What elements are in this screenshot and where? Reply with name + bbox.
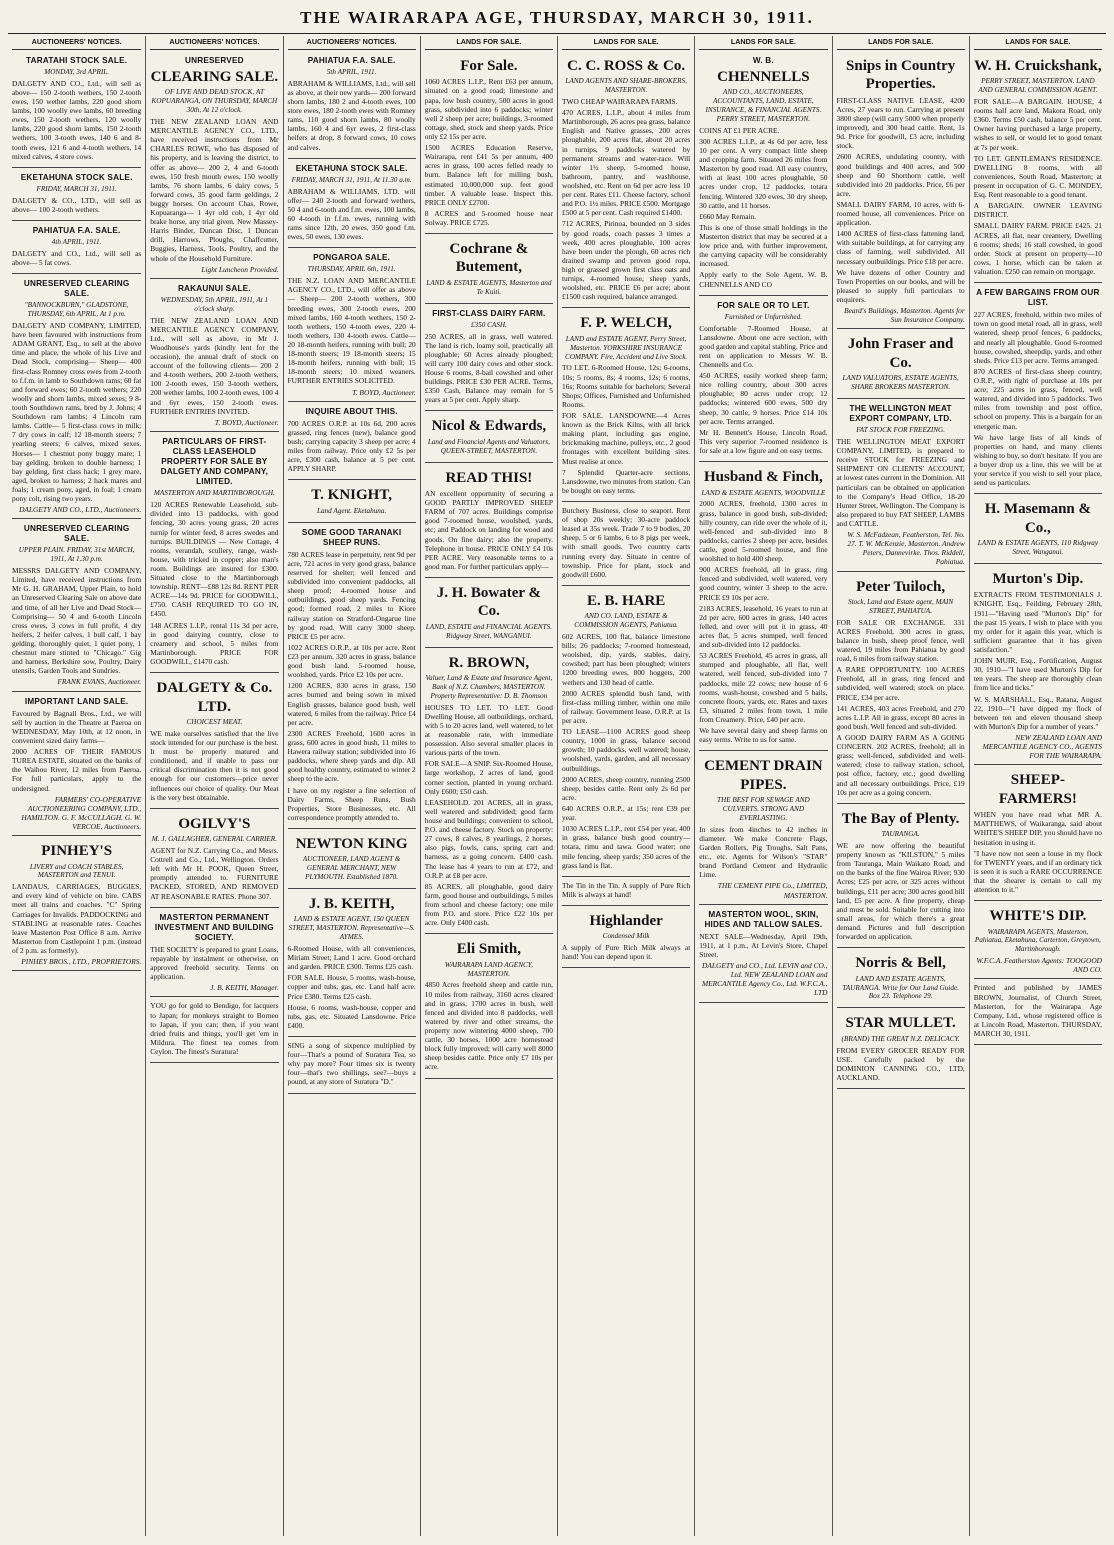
ad-paragraph: Mr H. Bennett's House, Lincoln Road. This very superior 7-roomed residence is for sale at a low figure and on easy terms.	[699, 427, 828, 456]
advertisement	[12, 53, 141, 168]
ad-headline: Highlander	[589, 912, 663, 929]
ad-subtitle: OF LIVE AND DEAD STOCK, AT KOPUARANGA, ON THURSDAY, MARCH 30th, At 12 o'clock.	[151, 88, 278, 115]
ad-title: FOR SALE OR TO LET.	[717, 300, 810, 310]
advertisement	[837, 1010, 965, 1089]
ad-paragraph: 640 ACRES O.R.P., at 15s; rent £39 per year.	[562, 803, 691, 823]
ad-signature: FRANK EVANS, Auctioneer.	[57, 677, 142, 687]
ad-paragraph: Comfortable 7-Roomed House, at Lansdowne. About one acre section, with good garden and capital stabling. Price and rent on application to Messrs W. B. Chennells and Co.	[699, 323, 828, 370]
advertisement	[288, 891, 416, 1037]
ad-paragraph: FROM EVERY GROCER READY FOR USE. Carefully packed by the DOMINION CANNING CO., LTD, AUCKLAND.	[836, 1045, 965, 1082]
ad-headline: STAR MULLET.	[845, 1015, 956, 1032]
ad-paragraph: 1200 ACRES, 830 acres in grass, 150 acres burned and being sown in mixed English grasses, balance good bush, well watered, 6 miles from the railway. Price £4 per acre.	[287, 681, 416, 727]
ad-subtitle: WAIRARAPA LAND AGENCY, MASTERTON.	[444, 960, 533, 978]
ad-subtitle: LAND & ESTATE AGENTS, Masterton and Te Kuiti.	[426, 278, 552, 296]
ad-paragraph: A GOOD DAIRY FARM AS A GOING CONCERN. 202 ACRES, freehold; all in grass; well-fenced, subdivided and well-watered; close to railway station, school, post office, factory, etc.; good dwelling and all necessary outbuildings. Price, £19 10s per acre as a going concern.	[836, 732, 965, 797]
advertisement	[12, 838, 141, 971]
ad-paragraph: 8 ACRES and 5-roomed house near Solway. PRICE £725.	[424, 208, 553, 227]
ad-signature: T. BOYD, Auctioneer.	[352, 387, 416, 397]
advertisement	[699, 298, 827, 462]
ad-paragraph: WE are now offering the beautiful property known as "KILSTON," 5 miles from Tauranga, Main Waikato Road, and on the banks of the fine Wairoa River; 930 Acres; £25 per acre, or 325 acres without buildings, £11 per acre; 300 acres good hill land, £5 per acre. A fine property, cheap and must be sold. Suitable for cutting into small areas, for which there's a great demand. Pictures and full description forwarded on application.	[836, 841, 965, 942]
ad-paragraph: 2600 ACRES, undulating country, with good buildings and 400 acres, and 500 sheep and 60 Shorthorn cattle, well subdivided into 20 paddocks. Price, £6 per acre.	[836, 152, 965, 198]
ad-paragraph: 148 ACRES L.I.P., rental 11s 3d per acre, in good dairying country, close to creamery and school, 5 miles from Martinborough. PRICE FOR GOODWILL, £1470 cash.	[150, 620, 279, 667]
ad-headline: Norris & Bell,	[855, 955, 946, 972]
advertisement	[837, 806, 965, 949]
masthead: THE WAIRARAPA AGE, THURSDAY, MARCH 30, 1911.	[300, 8, 814, 27]
advertisement	[837, 574, 965, 804]
advertisement	[425, 236, 553, 304]
ad-paragraph: 1060 ACRES L.I.P., Rent £63 per annum, situated on a good road; limestone and papa, low bush country, 500 acres in good grass, subdivided into 6 paddocks; winter well 2 sheep per acre; buildings, 3-roomed cottage, shed, stock and sheep yards. Price only £2 15s per acre.	[424, 77, 553, 141]
ad-paragraph: LANDAUS, CARRIAGES, BUGGIES, and every kind of vehicle on hire. CABS meet all trains and coaches. "C" Spring Carriages for Invalids. PADDOCKING and STABLING at reasonable rates. Coaches leave Masterton Post Office 8 a.m. Arrive Masterton from Castlepoint 1 p.m. (instead of 2 p.m. as formerly).	[12, 882, 142, 955]
ad-subtitle: Valuer, Land & Estate and Insurance Agent, Bank of N.Z. Chambers, MASTERTON. Property Representative: D. B. Thomson	[425, 674, 553, 700]
ad-title: PAHIATUA F.A. SALE.	[307, 55, 396, 65]
ad-paragraph: 1022 ACRES O.R.P., at 10s per acre. Rent £23 per annum. 320 acres in grass, balance good bush land. 5-roomed house, woolshed, yards. Price £2 10s per acre.	[287, 642, 416, 680]
ad-paragraph: FOR SALE OR EXCHANGE. 331 ACRES Freehold, 300 acres in grass, balance in bush, sheep proof fence, well watered, 19 miles from Pahiatua by good road, 6 miles from railway station.	[836, 617, 965, 664]
ad-title: INQUIRE ABOUT THIS.	[305, 406, 398, 416]
ad-paragraph: 6-Roomed House, with all conveniences, Miriam Street; Land 1 acre. Good orchard and garden. PRICE £300. Terms £25 cash.	[287, 944, 416, 972]
ad-paragraph: "I have now not seen a louse in my flock for TWENTY years, and if an ordinary tick is seen it is such a RARE OCCURRENCE that the shearer is certain to call my attention to it."	[973, 848, 1102, 895]
ad-subtitle: £350 CASH.	[470, 320, 507, 329]
ad-paragraph: FIRST-CLASS NATIVE LEASE, 4200 Acres, 27 years to run. Carrying at present 3800 sheep (will carry 5000 when properly improved), and 300 head cattle. Rent, 1s 9d. Price for goodwill, £3 acre, including stock.	[836, 95, 965, 151]
ad-paragraph: £660 May Remain.	[699, 211, 757, 221]
ad-signature: Beard's Buildings, Masterton. Agents for Sun Insurance Company.	[844, 306, 965, 325]
ad-headline: C. C. ROSS & Co.	[567, 57, 686, 74]
ad-paragraph: WE make ourselves satisfied that the live stock intended for our purchase is the best. It must be properly matured and conditioned, and if unable to pass our critical discrimination then it is not good enough for our customers—price never influences our choice of quality. Our Meat is the very best obtainable.	[150, 728, 279, 802]
ad-subtitle: WEDNESDAY, 5th APRIL, 1911, At 1 o'clock sharp.	[160, 295, 269, 313]
ad-paragraph: 141 ACRES, 403 acres Freehold, and 270 acres L.I.P. All in grass, except 80 acres in good bush. Well fenced and sub-divided.	[836, 703, 965, 731]
advertisement	[837, 331, 965, 399]
ad-paragraph: WHEN you have read what MR A. MATTHEWS, of Waikaranga, said about WHITE'S SHEEP DIP, you should have no hesitation in using it.	[973, 810, 1102, 847]
ad-signature: DALGETY and CO., Ltd. LEVIN and CO., Ltd. NEW ZEALAND LOAN and MERCANTILE Agency Co., Ltd. W.F.C.A., LTD	[701, 961, 828, 998]
ad-headline: Eli Smith,	[456, 941, 521, 958]
ad-paragraph: 450 ACRES, easily worked sheep farm; nice rolling country, about 300 acres ploughable; 80 acres under crop; 12 paddocks; wintered 600 ewes, 500 dry sheep, 30 cattle, 9 horses. Price £14 10s per acre. Terms arranged.	[699, 371, 828, 426]
ad-subtitle: Stock, Land and Estate agent, MAIN STREET, PAHIATUA.	[848, 597, 954, 615]
advertisement	[425, 650, 553, 935]
ad-headline: DALGETY & Co. LTD.	[156, 680, 273, 715]
ad-headline: Murton's Dip.	[992, 570, 1084, 587]
ad-paragraph: 2000 ACRES, freehold, 1300 acres in grass, balance in good bush, sub-divided; hilly country, can ride over the whole of it, well-fenced and sub-divided into 8 paddocks, carries 2 sheep per acre, besides cattle, good 5-roomed house, and fine woolshed to hold 400 sheep.	[699, 499, 828, 564]
ad-headline: NEWTON KING	[295, 835, 408, 852]
ad-paragraph: We have dozens of other Country and Town Properties on our books, and will be pleased to supply full particulars to enquirers.	[836, 267, 965, 305]
advertisement	[837, 950, 965, 1008]
ad-paragraph: We have several dairy and sheep farms on easy terms. Write to us for same.	[699, 726, 828, 745]
ad-subtitle: Land Agent. Eketahuna.	[316, 506, 387, 515]
column-1	[8, 36, 145, 1536]
ad-headline: Peter Tuiloch,	[856, 578, 946, 595]
ad-paragraph: We have large lists of all kinds of properties on hand, and many clients wishing to buy, so don't hesitate. If you are a buyer drop us a line, this we will be at your service if you wish to sell your place, send us particulars.	[973, 432, 1102, 488]
ad-paragraph: A BARGAIN. OWNER LEAVING DISTRICT.	[973, 201, 1102, 220]
ad-paragraph: Favoured by Bagnall Bros., Ltd., we will sell by auction in the Theatre at Paeroa on WEDNESDAY, May 10th, at 12 noon, in convenient sized dairy farms—	[12, 708, 142, 745]
ad-paragraph: Printed and published by JAMES BROWN, Journalist, of Church Street, Masterton, for the Wairarapa Age Company, Ltd., whose registered office is at Lincoln Road, Masterton. THURSDAY, MARCH 30, 1911.	[973, 983, 1102, 1038]
ad-paragraph: 2300 ACRES Freehold, 1600 acres in grass, 600 acres in good bush, 11 miles to Hawera railway station; subdivided into 16 paddocks, where sheep yards and dip. All good healthy country, estimated to winter 2 sheep to the acre.	[287, 728, 416, 784]
ad-subtitle: 5th APRIL, 1911.	[326, 67, 377, 76]
advertisement	[12, 521, 141, 691]
ad-subtitle: LIVERY and COACH STABLES, MASTERTON and TENUI.	[29, 862, 124, 880]
ad-paragraph: THE NEW ZEALAND LOAN AND MERCANTILE AGENCY CO., LTD., have received instructions from Mr CHARLES ROWE, who has disposed of his property, and is leaving the district, to offer as above— 200 2, 4 and 6-tooth ewes, 150 fresh mouth ewes, 150 woolly lambs, 76 shorn lambs, 6 dairy cows, 5 forward cows, 35 good farm geldings, 2 buggy horses. On account Chas. Rowe, Kopuaranga— 1 4yr old cob, 1 4yr old brake horse, any trial given. New Massey-Harris Binder, Duncan Disc, 1 Duncan drill, Harrows, Ploughs, Chaffcutter, Buggies, Harness, Tools, Poultry, and the whole of the Household Furniture.	[150, 116, 279, 263]
advertisement	[288, 250, 416, 401]
advertisement	[150, 999, 278, 1063]
ad-paragraph: 227 ACRES, freehold, within two miles of town on good metal road, all in grass, well watered, sheep proof fences, 6 paddocks, and nearly all ploughable. Good 6-roomed house, cowshed, sheepdip, yards, and other sheds. Price £13 per acre. Terms arranged.	[973, 310, 1102, 365]
column-8	[969, 36, 1106, 1536]
ad-paragraph: 7 Splendid Quarter-acre sections, Lansdowne, two minutes from station. Can be bought on easy terms.	[562, 467, 691, 495]
ad-paragraph: ABRAHAM & WILLIAMS, Ltd., will sell as above, at their new yards— 200 forward shorn lambs, 180 2 and 4-tooth ewes, 100 store ewes, 180 2-tooth ewes with Romney rams, 110 good shorn lambs, 80 woolly lambs, 160 4 and 6yr ewes, 2 first-class heifers at drop, 8 forward cows, 10 cows and calves.	[287, 78, 416, 152]
ad-paragraph: FOR SALE. House, 5 rooms, wash-house, copper and tubs, gas, etc. Land half acre. Price £380. Terms £25 cash.	[287, 973, 416, 1001]
ad-paragraph: W. S. MARSHALL, Esq., Ratana, August 22, 1910—"I have dipped my flock of between ten and eleven thousand sheep with Murton's Dip for a number of years."	[973, 694, 1102, 731]
ad-paragraph: TO LET. GENTLEMAN'S RESIDENCE. DWELLING 8 rooms, with all conveniences, South Road, Masterton; at present in occupation of G. C. MONDEY, Esq. Rent reasonable to a good tenant.	[973, 153, 1102, 200]
ad-paragraph: 4850 Acres freehold sheep and cattle run, 10 miles from railway, 3160 acres cleared and in grass, 1700 acres in bush, well fenced and divided into 8 paddocks, well watered by river and other streams, the property now wintering 4000 sheep, 700 cattle, 30 horses, 1000 acre homestead block fully improved; will carry well 8000 sheep besides cattle. Price only £7 10s per acre.	[424, 980, 553, 1072]
ad-paragraph: ABRAHAM & WILLIAMS, LTD. will offer— 240 2-tooth and forward wethers, 50 4 and 6-tooth and f.m. ewes, 100 lambs, 60 4-tooth in f.f.m. ewes, running with rams since 12th, 20 ewes, 350 good f.m. ewes, 50 ewes, 130 ewes.	[287, 186, 416, 242]
ad-headline: WHITE'S DIP.	[989, 908, 1087, 925]
ad-headline: CHENNELLS	[717, 68, 810, 85]
ad-paragraph: 1400 ACRES of first-class fattening land, with suitable buildings, at for carrying any class of farming, well subdivided. All necessary outbuildings. Price £18 per acre.	[836, 229, 965, 266]
ad-subtitle: PERRY STREET, MASTERTON. LAND AND GENERAL COMMISSION AGENT.	[978, 77, 1098, 95]
ad-paragraph: TO LEASE—1100 ACRES good sheep country, 1000 in grass, balance second growth; 10 paddocks, well watered; house, woolshed, yards, garden, and all necessary outbuildings.	[562, 727, 691, 773]
ad-subtitle: FRIDAY, MARCH 31, 1911, At 11.30 a.m.	[291, 175, 412, 184]
ad-paragraph: JOHN MUIR, Esq., Fortification, August 30, 1910—"I have used Murton's Dip for ten years. The sheep are thoroughly clean from lice and ticks."	[973, 656, 1102, 693]
advertisement	[150, 53, 278, 279]
ad-title: MASTERTON WOOL, SKIN, HIDES AND TALLOW SALES.	[704, 909, 823, 929]
column-heading: LANDS FOR SALE.	[425, 38, 553, 50]
ad-paragraph: NEXT SALE—Wednesday, April 19th, 1911, at 1 p.m., At Levin's Store, Chapel Street.	[699, 931, 828, 959]
ad-headline: For Sale.	[460, 57, 518, 74]
column-heading: AUCTIONEERS' NOTICES.	[12, 38, 141, 50]
ad-paragraph: THE WELLINGTON MEAT EXPORT COMPANY, LIMITED, is prepared to receive STOCK for FREEZING and SHIPMENT ON CLIENTS' ACCOUNT, at lowest rates current in the Dominion. All particulars can be obtained on application to the Company's Head Office, 18-20 Hunter Street, Wellington. The Company is also prepared to buy FAT SHEEP, LAMBS and CATTLE.	[836, 436, 965, 528]
ad-paragraph: SMALL DAIRY FARM. PRICE £425. 21 ACRES, all flat, near creamery, Dwelling 6 rooms; sheds; 16 stall cowshed, in good order. Stock at present on property—10 cows, 1 horse, which can be taken at valuation. £250 can remain on mortgage.	[973, 221, 1102, 276]
ad-subtitle: THURSDAY, APRIL 6th, 1911.	[307, 265, 396, 274]
advertisement	[562, 588, 690, 877]
ad-signature: Light Luncheon Provided.	[201, 264, 279, 274]
ad-paragraph: 120 ACRES Renewable Leasehold, sub-divided into 13 paddocks, with good fencing, 30 acres young grass, 20 acres turnip for winter feed, 8 acres swedes and turnips. BUILDINGS — New Cottage, 4 rooms, verandah, scullery, range, wash-house, with tricked in copper; also man's room. Buildings are insured for £300. Situated close to the Martinborough township. RENT—£88 12s 8d. RENT PER ACRE—14s 9d. PRICE for GOODWILL, £750. CASH REQUIRED TO GO IN, £450.	[150, 500, 279, 619]
advertisement	[974, 496, 1102, 564]
advertisement	[562, 879, 690, 906]
ad-headline: R. BROWN,	[448, 654, 530, 671]
advertisement	[974, 53, 1102, 283]
ad-subtitle: TAURANGA.	[881, 830, 920, 839]
ad-subtitle: AUCTIONEER, LAND AGENT & GENERAL MERCHANT, NEW PLYMOUTH. Established 1870.	[302, 855, 401, 882]
ad-subtitle: FRIDAY, MARCH 31, 1911.	[36, 184, 117, 193]
ad-paragraph: House, 6 rooms, wash-house, copper and tubs, gas, etc. Situated Lansdowne. Price £400.	[287, 1002, 416, 1030]
ad-paragraph: 1500 ACRES Education Reserve, Wairarapa, rent £41 5s per annum, 400 acres in grass, 100 acres felled ready to burn. Balance left for milling bush, estimated 10,000,000 sup. feet good timber. A valuable lease. Inspect this. PRICE ONLY £2700.	[424, 143, 553, 207]
ad-title: EKETAHUNA STOCK SALE.	[20, 172, 133, 182]
advertisement	[562, 53, 690, 309]
ad-paragraph: 85 ACRES, all ploughable, good dairy farm, good house and outbuildings, 5 miles from school and cheese factory; one mile from P.O. and store. Price £22 10s per acre. Only £400 cash.	[424, 881, 553, 928]
advertisement	[12, 276, 141, 519]
ad-signature: W. S. McFadzean, Featherston, Tel. No. 27. T. W. McKenzie, Masterton. Andrew Peters, Dannevirke. Thos. Riddell, Pahiatua.	[847, 530, 965, 567]
ad-headline: SHEEP-FARMERS!	[998, 772, 1077, 807]
ad-paragraph: THE N.Z. LOAN AND MERCANTILE AGENCY CO., LTD., will offer as above— Sheep— 200 2-tooth wethers, 300 breeding ewes, 300 2-tooth ewes, 200 mixed lambs, 160 4-tooth wethers, 150 2-tooth wethers, 150 4-tooth ewes, 220 4-tooth wethers, 130 4-tooth ewes. Cattle— 20 18-month heifers, running with bull; 20 18-month steers; 19 18-month steers; 15 18-month heifers, running with bull; 15 18-month steers; 10 mixed weaners. FURTHER ENTRIES SOLICITED.	[287, 276, 416, 386]
masthead-rule	[8, 33, 1106, 34]
ad-title: FIRST-CLASS DAIRY FARM.	[432, 308, 546, 318]
ad-subtitle: LAND and ESTATE AGENT, Perry Street, Masterton. YORKSHIRE INSURANCE COMPANY. Fire, Accident and Live Stock.	[565, 334, 688, 361]
ad-paragraph: FOR SALE. LANSDOWNE—4 Acres known as the Brick Kilns, with all brick making plant, including gas engine, brickmaking machine, pulleys, etc., 2 good frontages with excellent building sites. Must realise at once.	[562, 410, 691, 466]
ad-paragraph: 602 ACRES, 100 flat, balance limestone hills; 26 paddocks; 7-roomed homestead, woolshed, dip, yards, stables, dairy, cowshed; part has been ploughed; winters 1200 breeding ewes, 800 hoggets, 200 wethers and 130 head of cattle.	[562, 632, 691, 687]
advertisement	[699, 907, 827, 1003]
advertisement	[974, 903, 1102, 979]
ad-headline: Nicol & Edwards,	[431, 418, 547, 435]
ad-subtitle: UPPER PLAIN. FRIDAY, 31st MARCH, 1911, At 1.30 p.m.	[18, 546, 135, 564]
ad-subtitle: THE BEST FOR SEWAGE AND CULVERTS. STRONG AND EVERLASTING.	[717, 796, 810, 822]
advertisement	[288, 161, 416, 249]
ad-paragraph: MESSRS DALGETY AND COMPANY, Limited, have received instructions from Mr G. H. GRAHAM, Upper Plain, to hold an Unreserved Clearing Sale on above date and time, of all her Live and Dead Stock— Comprising— 50 4 and 6-tooth Lincoln cross ewes, 3 cows in full profit, 4 dry heifers, 2 heifer calves, 1 bull calf, 1 bay gelding, thoroughly quiet, 1 quiet pony, 1 chestnut mare stinted to "Chicago." Gig and harness, Berkshire sow, Poultry, Dairy utensils, Garden Tools and Sundries.	[12, 566, 142, 676]
ad-signature: T. BOYD, Auctioneer.	[214, 417, 279, 427]
ad-title: IMPORTANT LAND SALE.	[24, 696, 129, 706]
column-heading: LANDS FOR SALE.	[562, 38, 690, 50]
advertisement	[562, 504, 690, 586]
ad-title: PONGAROA SALE.	[313, 253, 391, 263]
advertisement	[425, 465, 553, 578]
advertisement	[288, 831, 416, 889]
ad-paragraph: 870 ACRES of first-class sheep country, O.R.P., with right of purchase at 10s per acre; 225 acres in grass, fenced, well watered, and divided into 5 paddocks. Two miles from township and post office, school on property. This is a bargain for an energetic man.	[973, 366, 1102, 431]
ad-headline: J. B. KEITH,	[308, 896, 395, 912]
ad-subtitle: CHOICEST MEAT.	[186, 718, 243, 727]
ad-subtitle: "BANNOCKBURN," GLADSTONE, THURSDAY, 6th APRIL, At 1 p.m.	[24, 301, 129, 319]
ad-paragraph: FOR SALE—A BARGAIN. HOUSE, 4 rooms half acre land, Makora Road, only £360. Terms £50 cash, balance 5 per cent. Owner having purchased a large property, wishes to sell, or would let to good tenant at 7s per week.	[973, 97, 1102, 152]
ad-title: UNRESERVED	[185, 55, 244, 65]
ad-headline: Snips in Country Properties.	[846, 57, 956, 93]
ad-headline: Cochrane & Butement,	[449, 241, 529, 276]
ad-signature: PINHEY BROS., LTD., PROPRIETORS.	[21, 957, 142, 967]
ad-paragraph: 300 ACRES L.I.P., at 4s 6d per acre, less 10 per cent. A very compact little sheep and cropping farm. Situated 26 miles from Masterton by good road. All easy country, with at least 100 acres ploughable, 50 acres under crop, 12 paddocks, totara fencing. Wintered 320 ewes, 30 dry sheep, 30 cattle, and 11 horses.	[699, 136, 828, 210]
ad-paragraph: I have on my register a fine selection of Dairy Farms, Sheep Runs, Bush Properties, Store Businesses, etc. All correspondence promptly attended to.	[287, 785, 416, 822]
ad-headline: CEMENT DRAIN PIPES.	[704, 758, 823, 793]
column-heading: AUCTIONEERS' NOTICES.	[150, 38, 278, 50]
ad-paragraph: EXTRACTS FROM TESTIMONIALS J. KNIGHT, Esq., Feilding, February 28th, 1911—"Having used "Murton's Dip" for the past 15 years, I wish to place with you my order for it again this year, which is sufficient guarantee that it has given satisfaction."	[973, 590, 1102, 655]
ad-paragraph: In sizes from 4inches to 42 inches in diameter. We make Concrete Flags, Garden Rollers, Pig Troughs, Salt Pans, etc., etc. Agents for Wilson's "STAR" brand Portland Cement and Hydraulic Lime.	[699, 824, 828, 880]
ad-subtitle: MONDAY, 3rd APRIL.	[44, 67, 110, 76]
column-heading: LANDS FOR SALE.	[837, 38, 965, 50]
ad-title: MASTERTON PERMANENT INVESTMENT AND BUILDING SOCIETY.	[154, 912, 274, 942]
ad-paragraph: 700 ACRES O.R.P. at 10s 6d, 200 acres grassed, ring fences (new), balance good bush; carrying capacity 3 sheep per acre; 4 miles from railway. Price only £2 5s per acre, £300 cash, balance at 5 per cent. APPLY SHARP.	[287, 418, 416, 474]
ad-paragraph: FOR SALE—A SNIP. Six-Roomed House, large workshop, 2 acres of land, good corner section, planted in young orchard. Only £600; £50 cash.	[424, 759, 553, 796]
ad-paragraph: 1030 ACRES L.I.P., rent £54 per year, 400 in grass, balance bush good country—totara, rimu and tawa. Good water; one mile fencing, sheep yards; 350 acres of the grass land is flat.	[562, 824, 691, 870]
advertisement	[150, 281, 278, 432]
columns	[8, 36, 1106, 1536]
ad-subtitle: MASTERTON AND MARTINBOROUGH.	[153, 489, 275, 498]
ad-headline: T. KNIGHT,	[311, 487, 392, 504]
ad-paragraph: THE NEW ZEALAND LOAN AND MERCANTILE AGENCY COMPANY, Ltd., will sell as above, in Mr J. Woodhouse's yards (kindly lent for the occasion), the annual draft of stock on account of the following clients— 200 2 and 4-tooth wethers, 200 2-tooth wethers, 100 2-tooth ewes, 150 3-tooth wethers, 200 wether lambs, 100 2-tooth ewes, 100 4 and 6yr ewes, 150 2-tooth ewes. FURTHER ENTRIES INVITED.	[150, 315, 279, 416]
advertisement	[288, 404, 416, 481]
advertisement	[288, 482, 416, 522]
advertisement	[425, 936, 553, 1078]
ad-subtitle: Condensed Milk	[602, 932, 650, 941]
ad-subtitle: M. J. GALLAGHER, GENERAL CARRIER.	[151, 835, 277, 844]
ad-signature: THE CEMENT PIPE Co., LIMITED, MASTERTON.	[717, 881, 828, 900]
column-4	[420, 36, 557, 1536]
ad-subtitle: AND CO., AUCTIONEERS, ACCOUNTANTS, LAND, ESTATE, INSURANCE, & FINANCIAL AGENTS. PERRY STREET, MASTERTON.	[705, 88, 822, 123]
advertisement	[974, 981, 1102, 1045]
ad-paragraph: HOUSES TO LET. TO LET. Good Dwelling House, all outbuildings, orchard, with 5 to 20 acres land, well watered, to let at reasonable rate, with immediate possession. Also several smaller places in various parts of the town.	[424, 702, 553, 758]
advertisement	[150, 434, 278, 673]
ad-headline: The Bay of Plenty.	[841, 810, 960, 827]
ad-paragraph: TO LET. 6-Roomed House, 12s; 6-rooms, 10s; 5 rooms, 8s; 4 rooms, 12s; 6 rooms, 16s; Rooms suitable for bachelors; Several Shops; Offices, Furnished and Unfurnished Rooms.	[562, 363, 691, 409]
ad-paragraph: 470 ACRES, L.I.P., about 4 miles from Martinborough, 26 acres pea grass, balance English and Native grasses, 200 acres ploughable, 200 acres flat, about 20 acres in turnips, 9 paddocks watered by permanent streams and water-race. Will winter 1½ sheep, 5-roomed house, bathroom, pantry, and washhouse, woolshed, etc. Rent on 6d per acre less 10 per cent. Rates £11. Cheese factory, school and P.O. 1½ miles. PRICE £500. Mortgage £500 at 5 per cent. Cash required £1400.	[562, 108, 691, 218]
advertisement	[699, 464, 827, 751]
ad-paragraph: A RARE OPPORTUNITY. 100 ACRES Freehold, all in grass, ring fenced and subdivided, well watered; stock on place. PRICE, £34 per acre.	[836, 665, 965, 702]
advertisement	[288, 53, 416, 159]
advertisement	[12, 694, 141, 837]
advertisement	[425, 306, 553, 412]
ad-paragraph: 53 ACRES Freehold, 45 acres in grass, all stumped and ploughable, all flat, well watered, well fenced, sub-divided into 7 paddocks, mile 22 cows; new house of 6 rooms, wash-house, cowshed and 5 bails, concrete floors, yards, etc. Rates and taxes £3, situated 2 miles from town, 1 mile from Creamery. Price, £40 per acre.	[699, 651, 828, 724]
ad-paragraph: Apply early to the Sole Agent, W. B. CHENNELLS AND CO	[699, 270, 828, 289]
advertisement	[562, 908, 690, 969]
ad-paragraph: LEASEHOLD. 201 ACRES, all in grass, well watered and subdivided; good farm house and buildings; convenient to school, P.O. and cheese factory. Stock on property: 27 cows, 8 calves, 8 yearlings, 2 horses, also pigs, fowls, cans, spring cart and harness, as a going concern. £400 cash. The lease has 4 years to run at £72, and O.R.P. at £8 per acre.	[424, 797, 553, 880]
ad-headline: OGILVY'S	[178, 815, 251, 832]
ad-title: A FEW BARGAINS FROM OUR LIST.	[976, 288, 1100, 308]
advertisement	[425, 580, 553, 648]
advertisement	[12, 223, 141, 274]
advertisement	[425, 413, 553, 462]
ad-headline: W. H. Cruickshank,	[974, 57, 1102, 74]
ad-signature: NEW ZEALAND LOAN AND MERCANTILE AGENCY CO., AGENTS FOR THE WAIRARAPA.	[982, 733, 1102, 761]
ad-subtitle: LAND VALUATORS, ESTATE AGENTS, SHARE BROKERS MASTERTON.	[842, 374, 959, 392]
ad-title: SOME GOOD TARANAKI SHEEP RUNS.	[301, 527, 402, 547]
advertisement	[974, 566, 1102, 765]
ad-paragraph: DALGETY AND CO., Ltd., will sell as above— 150 2-tooth wethers, 150 2-tooth ewes, 150 wether lambs, 220 good shorn lambs, 100 woolly ewe lambs, 60 breeding ewes, 150 2-tooth wethers, 120 woolly lambs, 220 good shorn lambs, 150 2-tooth wethers, 100 3-tooth ewes, 140 6 and 8-tooth ewes, 121 6 and 4-tooth wethers, 14 mixed calves, 4 store cows.	[12, 78, 142, 161]
ad-signature: J. B. KEITH, Manager.	[210, 983, 279, 993]
ad-paragraph: DALGETY & CO., LTD., will sell as above— 100 2-tooth wethers.	[12, 195, 142, 214]
ad-subtitle: (BRAND) THE GREAT N.Z. DELICACY.	[841, 1034, 960, 1043]
ad-headline: Husband & Finch,	[703, 469, 823, 486]
advertisement	[150, 811, 278, 908]
ad-paragraph: 2000 ACRES OF THEIR FAMOUS TUREA ESTATE, situated on the banks of the Waihou River, 12 miles from Paeroa. For full particulars, apply to the undersigned.	[12, 747, 142, 793]
advertisement	[837, 53, 965, 330]
column-5	[557, 36, 694, 1536]
ad-signature: FARMERS' CO-OPERATIVE AUCTIONEERING COMPANY, LTD., HAMILTON. G. F. McCULLAGH. G. W. VERCOE, Auctioneers.	[21, 794, 142, 831]
ad-title: W. B.	[752, 55, 774, 65]
ad-paragraph: AGENT for N.Z. Carrying Co., and Mesrs. Cottrell and Co., Ltd., Wellington. Orders left with Mr H. POOK, Queen Street, promptly attended to. FURNITURE PACKED, STORED, AND REMOVED AT REASONABLE RATES. Phone 307.	[150, 846, 279, 901]
advertisement	[150, 675, 278, 809]
column-2	[145, 36, 282, 1536]
ad-subtitle: LAND & ESTATE AGENTS, WOODVILLE	[701, 488, 826, 497]
advertisement	[974, 285, 1102, 494]
ad-subtitle: LAND AGENTS AND SHARE-BROKERS, MASTERTON.	[565, 77, 687, 95]
ad-headline: E. B. HARE	[586, 592, 666, 609]
ad-title: TARATAHI STOCK SALE.	[26, 55, 128, 65]
ad-subtitle: Furnished or Unfurnished.	[724, 312, 802, 321]
ad-subtitle: LAND & ESTATE AGENT, 150 QUEEN STREET, MASTERTON. Representative—S. AYMES.	[288, 915, 415, 942]
advertisement	[288, 525, 416, 829]
ad-subtitle: LAND AND ESTATE AGENTS, TAURANGA. Write for Our Land Guide. Box 23. Telephone 29.	[842, 974, 959, 1001]
ad-subtitle: LAND & ESTATE AGENTS, 110 Ridgway Street, Wanganui.	[977, 539, 1099, 557]
ad-paragraph: 2183 ACRES, leasehold, 16 years to run at 2d per acre, 600 acres in grass, 140 acres felled, and over will put it in grass, 40 acres flat, 5 acres stumped, well fenced and sub-divided into 12 paddocks.	[699, 603, 828, 650]
ad-paragraph: TWO CHEAP WAIRARAPA FARMS.	[562, 97, 678, 107]
column-heading: LANDS FOR SALE.	[974, 38, 1102, 50]
advertisement	[12, 170, 141, 221]
column-7	[832, 36, 969, 1536]
ad-headline: F. P. WELCH,	[580, 315, 672, 332]
ad-paragraph: 2000 ACRES, sheep country, running 2500 sheep, besides cattle. Rent only 2s 6d per acre.	[562, 774, 691, 802]
ad-paragraph: This is one of those small holdings in the Masterton district that may be secured at a low price and, with further improvement, the carrying capacity will be considerably increased.	[699, 222, 828, 269]
ad-paragraph: SING a song of sixpence multiplied by four—That's a pound of Suratura Tea, so why pay more? Four times six is twenty four—that's two shillings, see?—buys a pound, at any store of Suratura "D."	[287, 1041, 416, 1087]
ad-title: PAHIATUA F.A. SALE.	[32, 225, 121, 235]
advertisement	[562, 310, 690, 502]
ad-headline: J. H. Bowater & Co.	[436, 585, 542, 620]
column-heading: AUCTIONEERS' NOTICES.	[288, 38, 416, 50]
ad-title: UNRESERVED CLEARING SALE.	[23, 279, 130, 299]
ad-signature: DALGETY AND CO., LTD., Auctioneers.	[19, 505, 142, 515]
ad-paragraph: 2000 ACRES splendid bush land, with first-class milling timber, within one mile of railway. Government lease, O.R.P. at 1s per acre.	[562, 688, 691, 725]
ad-subtitle: Land and Financial Agents and Valuators, QUEEN-STREET, MASTERTON.	[427, 437, 550, 455]
ad-paragraph: SMALL DAIRY FARM, 10 acres, with 6-roomed house, all conveniences. Price on application.	[836, 199, 965, 228]
ad-headline: PINHEY'S	[41, 843, 113, 860]
ad-paragraph: COINS AT £1 PER ACRE.	[699, 125, 780, 135]
ad-title: EKETAHUNA STOCK SALE.	[295, 163, 408, 173]
ad-subtitle: LAND, ESTATE and FINANCIAL AGENTS. Ridgway Street, WANGANUI.	[425, 622, 553, 640]
column-heading: LANDS FOR SALE.	[699, 38, 827, 50]
advertisement	[837, 401, 965, 572]
ad-headline: John Fraser and Co.	[847, 336, 954, 371]
column-6	[694, 36, 831, 1536]
advertisement	[288, 1039, 416, 1094]
ad-paragraph: Butchery Business, close to seaport. Rent of shop 20s weekly; 30-acre paddock leased at 35s week. Trade 7 to 9 bodies, 20 sheep, 5 or 6 lambs, 6 to 8 pigs per week, with small goods. Two country carts running every day. Situate in centre of township. Price for plant, stock and goodwill £600.	[562, 505, 691, 579]
ad-subtitle: WAIRARAPA AGENTS, Masterton, Pahiatua, Eketahuna, Carterton, Greytown, Martinborough.	[974, 927, 1101, 954]
ad-paragraph: 250 ACRES, all in grass, well watered. The land is rich, loamy soil, practically all ploughable; 60 Acres already ploughed; will carry 100 dairy cows and other stock. House 6 rooms, 8-bail cowshed and other buildings. PRICE £30 PER ACRE. Terms, £350 Cash, Balance may remain for 5 years at 5 per cent. Apply sharp.	[424, 331, 553, 405]
ad-subtitle: AND CO. LAND, ESTATE & COMMISSION AGENTS, Pahiatua.	[574, 612, 678, 630]
ad-paragraph: 712 ACRES, Pirinoa, bounded on 3 sides by good roads, coach passes 3 times a week, 400 acres ploughable, 100 acres have been under the plough, 60 acres rich drained swamp and proven good ropa, high or grassed grown first class oats and turnips, 4-roomed house, sheep yards, woolshed, etc. PRICE £6 per acre; about £1500 cash required, balance arranged.	[562, 219, 691, 302]
ad-headline: READ THIS!	[445, 469, 533, 486]
ad-subtitle: FAT STOCK FOR FREEZING.	[856, 426, 946, 435]
ad-title: UNRESERVED CLEARING SALE.	[23, 524, 130, 544]
advertisement	[150, 910, 278, 998]
ad-paragraph: AN excellent opportunity of securing a GOOD PARTLY IMPROVED SHEEP FARM of 707 acres. Buildings comprise good 7-roomed house, woolshed, yards, etc; and Paddock on landing for wood and goods. On fine dairy; also the property. Telephone in house. PRICE ONLY £4 10s PER ACRE. Very reasonable terms to a good man. For further particulars apply—	[424, 489, 553, 571]
ad-paragraph: DALGETY AND COMPANY, LIMITED, have been favoured with instructions from ADAM GRANT, Esq., to sell at the above time and place, the whole of his Live and Dead Stock, comprising— Sheep— 400 first-class Romney cross ewes from 2-tooth to f.f.m. in lamb to Southdown rams; 60 fat and forward ewes; 60 2-tooth wethers; 220 woolly and shorn lambs, mixed sexes; 9 8-tooth Southdown rams, bred by J. Johns; 4 Southdown ram lambs; 4 Lincoln ram lambs. Cattle— 5 first-class cows in milk; 7 dry cows in calf; 12 18-month steers; 7 yearling steers; 6 calves, mixed sexes. Horses— 1 chestnut pony buggy mare; 1 bay gelding, broken to double harness; 1 bay gelding, first class hack; 1 grey mare, aged, broken to harness; 2 hack mares and foals; 1 cream pony, aged, in foal; 1 cream pony colt, rising two years.	[12, 320, 142, 504]
ad-paragraph: A supply of Pure Rich Milk always at hand! You can depend upon it.	[562, 943, 691, 962]
advertisement	[699, 753, 827, 904]
advertisement	[699, 53, 827, 296]
ad-subtitle: 4th APRIL, 1911.	[51, 238, 102, 247]
ad-title: RAKAUNUI SALE.	[177, 283, 251, 293]
ad-paragraph: THE SOCIETY is prepared to grant Loans, repayable by instalment or otherwise, on approved freehold security. Terms on application.	[150, 944, 279, 982]
advertisement	[425, 53, 553, 234]
column-3	[283, 36, 420, 1536]
advertisement	[974, 767, 1102, 901]
ad-paragraph: 900 ACRES freehold, all in grass, ring fenced and subdivided, well watered, very good country, winter 3 sheep to the acre. PRICE £9 10s per acre.	[699, 565, 828, 602]
ad-paragraph: YOU go for gold to Bendigo, for lacquers to Japan; for monkeys straight to Borneo to Japan, if you can; then, if you want dried fruits and things, you'll get 'em in Mildura. The finest tea comes from Ceylon. The finest's Suratura!	[150, 1001, 279, 1057]
ad-paragraph: DALGETY and CO., Ltd., will sell as above— 5 fat cows.	[12, 248, 142, 267]
ad-title: PARTICULARS OF FIRST-CLASS LEASEHOLD PROPERTY FOR SALE BY DALGETY AND COMPANY, LIMITED.	[160, 436, 269, 487]
ad-paragraph: 780 ACRES lease in perpetuity, rent 9d per acre, 721 acres in very good grass, balance reserved for shelter; well fenced and subdivided into convenient paddocks, all sheep proof; 4-roomed house and outbuildings, good sheep yards. Fencing good; formed road, 2 miles to Kiore railway station on Stratford-Ongarue line by good road. Will carry 3000 sheep. PRICE £5 per acre.	[287, 549, 416, 641]
ad-headline: CLEARING SALE.	[150, 68, 279, 85]
ad-paragraph: The Tin in the Tin. A supply of Pure Rich Milk is always at hand!	[562, 880, 691, 899]
ad-signature: W.F.C.A. Featherston Agents: TOOGOOD AND CO.	[976, 956, 1102, 975]
ad-title: THE WELLINGTON MEAT EXPORT COMPANY, LTD.	[849, 403, 952, 424]
ad-headline: H. Masemann & Co.,	[984, 501, 1091, 536]
